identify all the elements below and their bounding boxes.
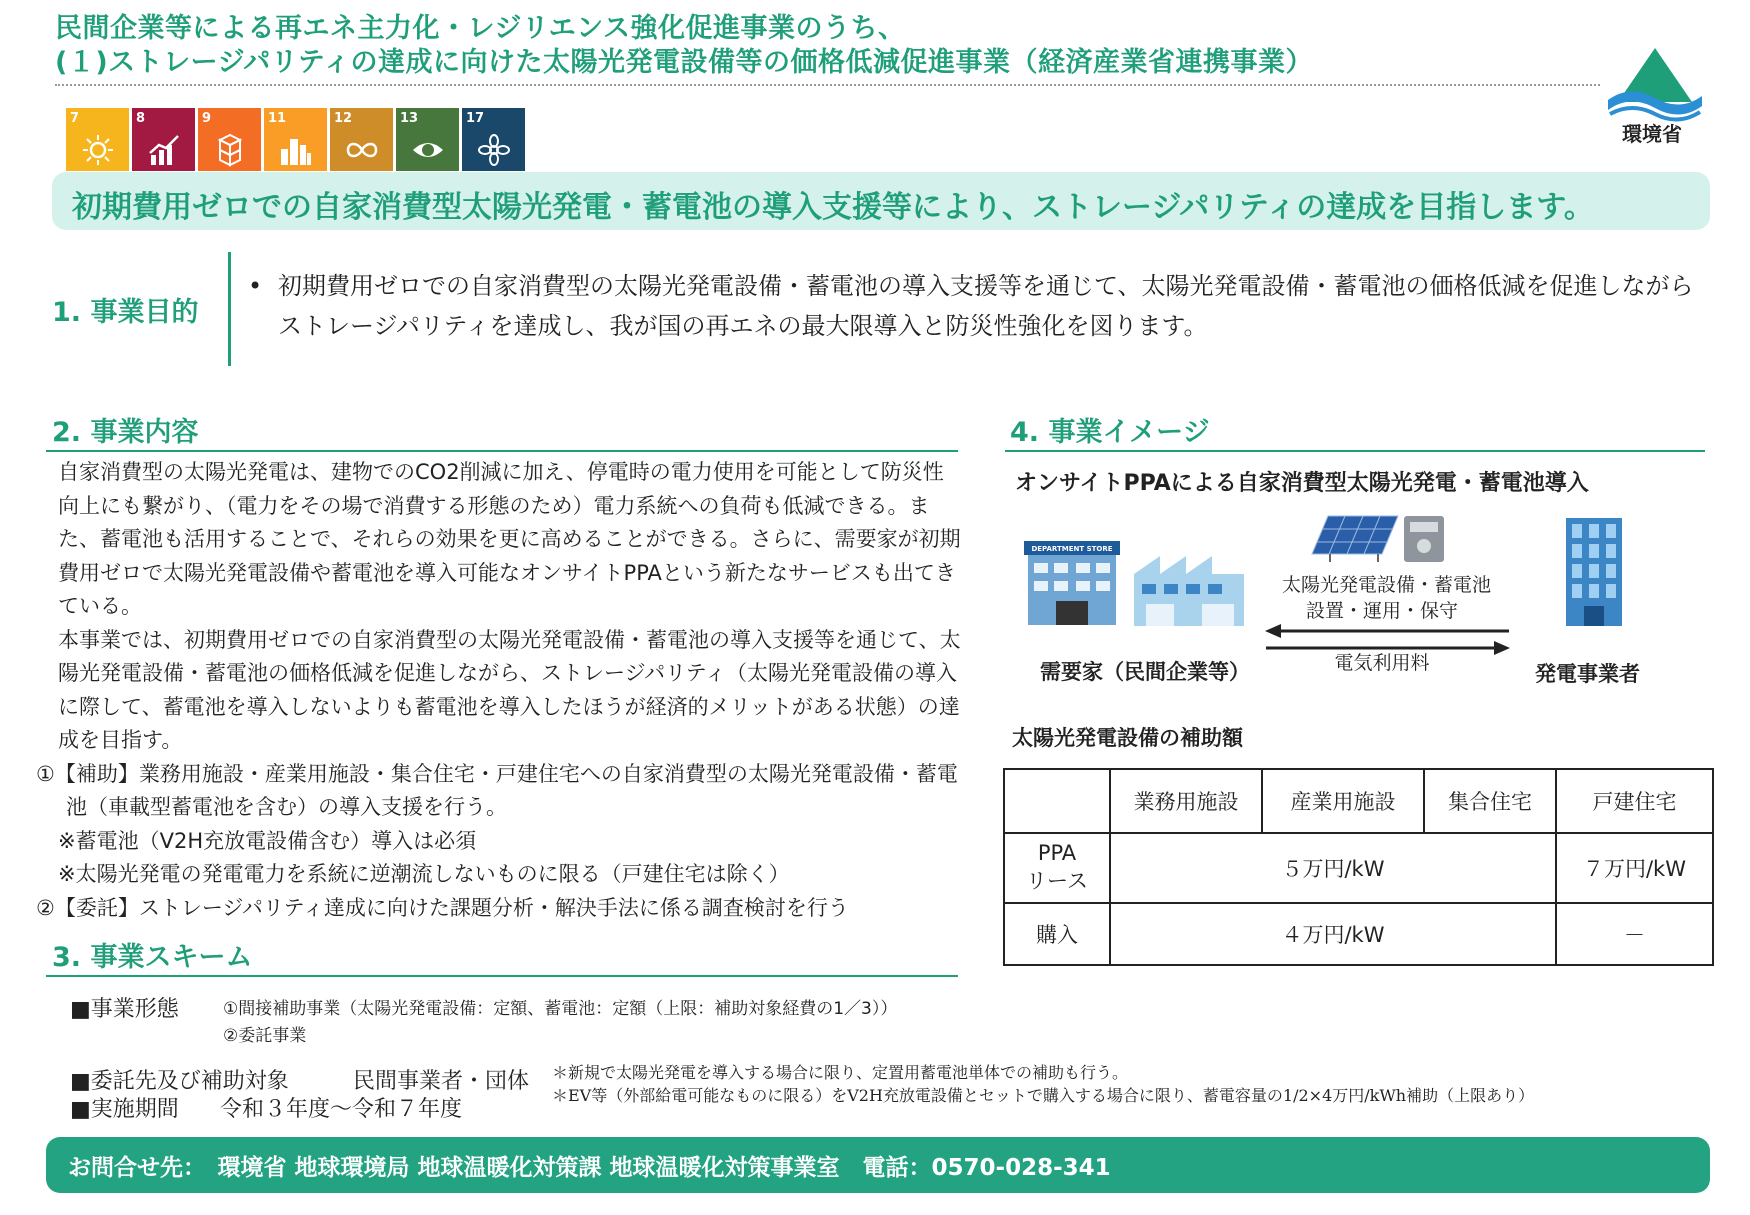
purpose-divider (228, 252, 231, 366)
consumer-label: 需要家（民間企業等） (1040, 660, 1250, 684)
scheme-form-label: ■事業形態 (70, 997, 179, 1022)
content-item: ①【補助】業務用施設・産業用施設・集合住宅・戸建住宅への自家消費型の太陽光発電設備・蓄電池（車載型蓄電池を含む）の導入支援を行う。 (36, 761, 958, 819)
sdg-icons (66, 108, 525, 171)
scheme-target-label: ■委託先及び補助対象 (70, 1069, 289, 1094)
title-line-1: 民間企業等による再エネ主力化・レジリエンス強化促進事業のうち、 (55, 13, 906, 44)
table-row (1004, 903, 1713, 965)
image-divider (1005, 450, 1705, 452)
table-header-cell: 戸建住宅 (1556, 769, 1713, 833)
sdg-number: 7 (70, 111, 80, 126)
content-divider (46, 450, 958, 452)
office-building-icon (1562, 514, 1626, 630)
sdg-number: 12 (334, 111, 353, 126)
content-body (36, 456, 961, 925)
table-row (1004, 833, 1713, 903)
row-label-line: PPA (1037, 841, 1077, 865)
sdg-number: 13 (400, 111, 419, 126)
page-title (55, 12, 1313, 80)
title-divider (55, 84, 1600, 86)
scheme-heading: 3. 事業スキーム (52, 942, 253, 973)
producer-label: 発電事業者 (1535, 662, 1640, 686)
eye-globe-icon (396, 133, 459, 174)
service-label-1: 太陽光発電設備・蓄電池 (1282, 574, 1492, 596)
sdg-goal-9-icon (198, 108, 261, 171)
scheme-form-1: ①間接補助事業（太陽光発電設備：定額、蓄電池：定額（上限：補助対象経費の1／3）） (223, 999, 898, 1019)
sdg-number: 11 (268, 111, 287, 126)
table-cell: ７万円/kW (1556, 833, 1713, 903)
table-cell: － (1556, 903, 1713, 965)
table-cell: ５万円/kW (1110, 833, 1556, 903)
table-corner-cell (1004, 769, 1110, 833)
scheme-target-value: 民間事業者・団体 (353, 1069, 530, 1094)
content-paragraph: 自家消費型の太陽光発電は、建物でのCO2削減に加え、停電時の電力使用を可能として防災性向上にも繋がり、（電力をその場で消費する形態のため）電力系統への負荷も低減できる。また、蓄電池も活用することで、それらの効果を更に高めることができる。さらに、需要家が初期費用ゼロで太陽光発電設備や蓄電池を導入可能なオンサイトPPAという新たなサービスも出てきている。 (58, 460, 961, 618)
row-label-ppa (1004, 833, 1110, 903)
ministry-logo-text: 環境省 (1622, 122, 1682, 146)
content-heading: 2. 事業内容 (52, 417, 199, 448)
purpose-text: 初期費用ゼロでの自家消費型の太陽光発電設備・蓄電池の導入支援等を通じて、太陽光発電設備・蓄電池の価格低減を促進しながらストレージパリティを達成し、我が国の再エネの最大限導入と防災性強化を図ります。 (278, 272, 1694, 340)
subsidy-title: 太陽光発電設備の補助額 (1012, 726, 1243, 750)
footnote: ＊新規で太陽光発電を導入する場合に限り、定置用蓄電池単体での補助も行う。 (552, 1063, 1129, 1082)
sun-icon (66, 133, 129, 174)
sdg-number: 8 (136, 111, 146, 126)
image-heading: 4. 事業イメージ (1010, 417, 1210, 448)
table-header-cell: 産業用施設 (1262, 769, 1424, 833)
infinity-icon (330, 133, 393, 174)
battery-icon (1402, 514, 1446, 564)
content-note: ※太陽光発電の発電電力を系統に逆潮流しないものに限る（戸建住宅は除く） (58, 862, 790, 886)
cubes-icon (198, 133, 261, 174)
scheme-period-label: ■実施期間 (70, 1097, 179, 1122)
sdg-goal-17-icon (462, 108, 525, 171)
solar-panel-icon (1310, 514, 1400, 564)
sdg-goal-8-icon (132, 108, 195, 171)
sdg-goal-12-icon (330, 108, 393, 171)
sdg-goal-11-icon (264, 108, 327, 171)
footnote: ＊EV等（外部給電可能なものに限る）をV2H充放電設備とセットで購入する場合に限り、蓄電容量の1/2×4万円/kWh補助（上限あり） (552, 1086, 1535, 1105)
city-icon (264, 133, 327, 174)
store-sign: DEPARTMENT STORE (1031, 545, 1113, 553)
content-item: ②【委託】ストレージパリティ達成に向けた課題分析・解決手法に係る調査検討を行う (36, 895, 849, 920)
sdg-number: 17 (466, 111, 485, 126)
table-header-row (1004, 769, 1713, 833)
content-note: ※蓄電池（V2H充放電設備含む）導入は必須 (58, 828, 477, 853)
purpose-heading: 1. 事業目的 (52, 297, 199, 328)
sdg-number: 9 (202, 111, 212, 126)
table-cell: ４万円/kW (1110, 903, 1556, 965)
fee-label: 電気利用料 (1334, 652, 1430, 674)
sdg-goal-13-icon (396, 108, 459, 171)
service-label-2: 設置・運用・保守 (1305, 600, 1458, 622)
lead-banner (52, 172, 1710, 230)
contact-text: お問合せ先： 環境省 地球環境局 地球温暖化対策課 地球温暖化対策事業室 電話：0570-028-341 (68, 1155, 1111, 1181)
purpose-body (248, 266, 1703, 346)
sdg-goal-7-icon (66, 108, 129, 171)
banner-text: 初期費用ゼロでの自家消費型太陽光発電・蓄電池の導入支援等により、ストレージパリティの達成を目指します。 (72, 190, 1594, 225)
bullet: • (248, 272, 263, 300)
scheme-divider (46, 975, 958, 977)
row-label-purchase: 購入 (1004, 903, 1110, 965)
scheme-period-value: 令和３年度～令和７年度 (220, 1097, 463, 1122)
growth-chart-icon (132, 133, 195, 174)
row-label-line: リース (1026, 869, 1088, 893)
scheme-form-2: ②委託事業 (223, 1026, 307, 1046)
image-subtitle: オンサイトPPAによる自家消費型太陽光発電・蓄電池導入 (1015, 471, 1589, 496)
table-header-cell: 集合住宅 (1424, 769, 1556, 833)
flower-icon (462, 133, 525, 174)
subsidy-table (1003, 768, 1714, 966)
content-paragraph: 本事業では、初期費用ゼロでの自家消費型の太陽光発電設備・蓄電池の導入支援等を通じて、太陽光発電設備・蓄電池の価格低減を促進しながら、ストレージパリティ（太陽光発電設備の導入に際して、蓄電池を導入しないよりも蓄電池を導入したほうが経済的メリットがある状態）の達成を目指す。 (58, 627, 961, 752)
contact-bar (46, 1137, 1710, 1193)
title-line-2: (１)ストレージパリティの達成に向けた太陽光発電設備等の価格低減促進事業（経済産業省連携事業） (55, 47, 1314, 78)
table-header-cell: 業務用施設 (1110, 769, 1262, 833)
department-store-icon (1022, 535, 1122, 627)
factory-icon (1132, 550, 1247, 628)
